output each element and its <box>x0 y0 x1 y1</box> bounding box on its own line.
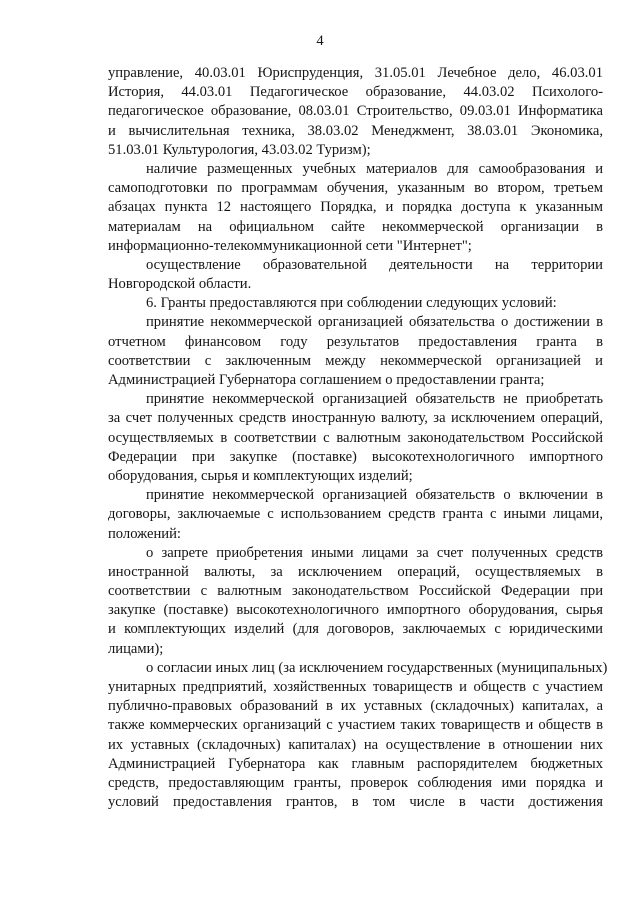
page-number: 4 <box>316 33 324 49</box>
text-line: отчетном финансовом году результатов предоставления гранта в <box>108 333 603 350</box>
text-line: публично-правовых образований в их уставных (складочных) капиталах, а <box>108 698 603 715</box>
text-line: История, 44.03.01 Педагогическое образование, 44.03.02 Психолого- <box>108 84 603 101</box>
text-line: информационно-телекоммуникационной сети "Интернет"; <box>108 237 472 254</box>
document-body <box>108 64 608 812</box>
text-line: педагогическое образование, 08.03.01 Строительство, 09.03.01 Информатика <box>108 103 603 120</box>
text-line: абзацах пункта 12 настоящего Порядка, и порядка доступа к указанным <box>108 199 603 216</box>
text-line: осуществляемых в соответствии с валютным законодательством Российской <box>108 429 603 446</box>
text-line: средств, предоставляющим гранты, проверок соблюдения ими порядка и <box>108 774 603 791</box>
text-line: за счет полученных средств иностранную валюту, за исключением операций, <box>108 410 603 427</box>
text-line: условий предоставления грантов, в том числе в части достижения <box>108 794 603 811</box>
text-line: Новгородской области. <box>108 276 252 293</box>
text-line: принятие некоммерческой организацией обязательств о включении в <box>146 487 603 504</box>
text-line: соответствии с заключенным между некоммерческой организацией и <box>108 352 603 369</box>
text-line: 51.03.01 Культурология, 43.03.02 Туризм); <box>108 141 371 158</box>
text-line: положений: <box>108 525 181 542</box>
text-line: оборудования, сырья и комплектующих изделий; <box>108 467 413 484</box>
text-line: Федерации при закупке (поставке) высокотехнологичного импортного <box>108 448 603 465</box>
text-line: о согласии иных лиц (за исключением государственных (муниципальных) <box>146 659 608 676</box>
text-line: соответствии с валютным законодательством Российской Федерации при <box>108 583 603 600</box>
text-line: Администрацией Губернатора как главным распорядителем бюджетных <box>108 755 603 772</box>
text-line: наличие размещенных учебных материалов для самообразования и <box>146 160 603 177</box>
text-line: лицами); <box>108 640 164 657</box>
text-line: Администрацией Губернатора соглашением о предоставлении гранта; <box>108 372 545 388</box>
text-line: унитарных предприятий, хозяйственных товариществ и обществ с участием <box>108 679 603 695</box>
text-line: самоподготовки по программам обучения, указанным во втором, третьем <box>108 180 603 197</box>
text-line: договоры, заключаемые с использованием средств гранта с иными лицами, <box>108 506 603 523</box>
text-line: и вычислительная техника, 38.03.02 Менеджмент, 38.03.01 Экономика, <box>108 122 603 139</box>
text-line: также коммерческих организаций с участием таких товариществ и обществ в <box>108 717 603 734</box>
text-line: принятие некоммерческой организацией обязательств не приобретать <box>146 391 603 408</box>
text-line: иностранной валюты, за исключением операций, осуществляемых в <box>108 563 603 580</box>
text-line: материалам на официальном сайте некоммерческой организации в <box>108 218 603 235</box>
text-line: осуществление образовательной деятельности на территории <box>146 256 603 273</box>
text-line: о запрете приобретения иными лицами за счет полученных средств <box>146 544 603 561</box>
text-line: и комплектующих изделий (для договоров, заключаемых с юридическими <box>108 621 603 638</box>
text-line: принятие некоммерческой организацией обязательства о достижении в <box>146 314 603 331</box>
text-line: закупке (поставке) высокотехнологичного импортного оборудования, сырья <box>108 602 603 619</box>
section-heading: 6. Гранты предоставляются при соблюдении следующих условий: <box>146 295 557 312</box>
text-line: их уставных (складочных) капиталах) на осуществление в отношении них <box>108 736 603 753</box>
text-line: управление, 40.03.01 Юриспруденция, 31.05.01 Лечебное дело, 46.03.01 <box>108 65 603 81</box>
